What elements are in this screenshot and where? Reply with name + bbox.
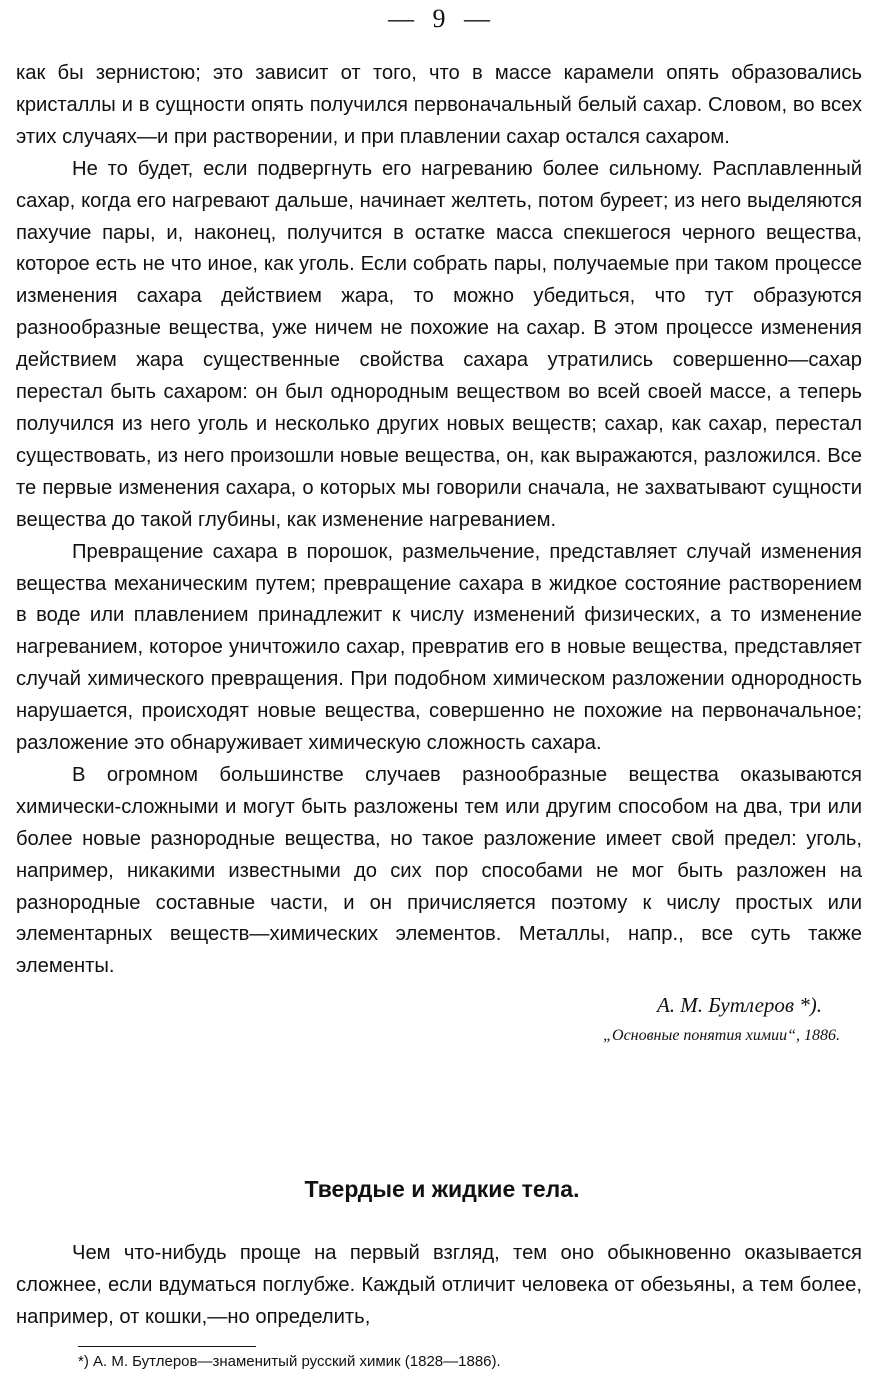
section-paragraph: Чем что-нибудь проще на первый взгляд, тем оно обыкновенно оказывается сложнее, если вдуматься поглубже. Каждый отличит человека от обезьяны, а тем более, например, от кошки,—но определить,	[16, 1242, 862, 1328]
paragraph-4: В огромном большинстве случаев разнообразные вещества оказываются химически-сложными и могут быть разложены тем или другим способом на два, три или более новые разнородные вещества, но такое разложение имеет свой предел: уголь, например, никакими известными до сих пор способами не мог быть разложен на разнородные составные части, и он причисляется поэтому к числу простых или элементарных веществ—химических элементов. Металлы, напр., все суть также элементы.	[16, 763, 862, 978]
attribution-source: „Основные понятия химии“, 1886.	[603, 1027, 840, 1045]
main-text	[16, 58, 862, 1051]
footnote-divider	[78, 1346, 256, 1347]
paragraph-1: как бы зернистою; это зависит от того, что в массе карамели опять образовались кристаллы и в сущности опять получился первоначальный белый сахар. Словом, во всех этих случаях—и при растворении, и при плавлении сахар остался сахаром.	[16, 62, 862, 148]
section-title: Твердые и жидкие тела.	[304, 1176, 580, 1202]
paragraph-3: Превращение сахара в порошок, размельчение, представляет случай изменения вещества механическим путем; превращение сахара в жидкое состояние растворением в воде или плавлением принадлежит к числу изменений физических, а то изменение нагреванием, которое уничтожило сахар, превратив его в новые вещества, представляет случай химического превращения. При подобном химическом разложении однородность нарушается, происходят новые вещества, совершенно не похожие на первоначальное; разложение это обнаруживает химическую сложность сахара.	[16, 540, 862, 755]
attribution	[16, 989, 862, 1051]
paragraph-2: Не то будет, если подвергнуть его нагреванию более сильному. Расплавленный сахар, когда его нагревают дальше, начинает желтеть, потом буреет; из него выделяются пахучие пары, и, наконец, получится в остатке масса спекшегося черного вещества, которое есть не что иное, как уголь. Если собрать пары, получаемые при таком процессе изменения сахара действием жара, то можно убедиться, что тут образуются разнообразные вещества, уже ничем не похожие на сахар. В этом процессе изменения действием жара существенные свойства сахара утратились совершенно—сахар перестал быть сахаром: он был однородным веществом во всей своей массе, а теперь получился из него уголь и несколько других новых веществ; сахар, как сахар, перестал существовать, из него произошли новые вещества, он, как выражаются, разложился. Все те первые изменения сахара, о которых мы говорили сначала, не захватывают сущности вещества до такой глубины, как изменение нагреванием.	[16, 157, 862, 531]
page-number: — 9 —	[388, 4, 496, 33]
section-body	[16, 1238, 862, 1334]
attribution-author: А. М. Бутлеров *).	[656, 993, 822, 1018]
footnote: *) А. М. Бутлеров—знаменитый русский химик (1828—1886).	[78, 1353, 501, 1370]
